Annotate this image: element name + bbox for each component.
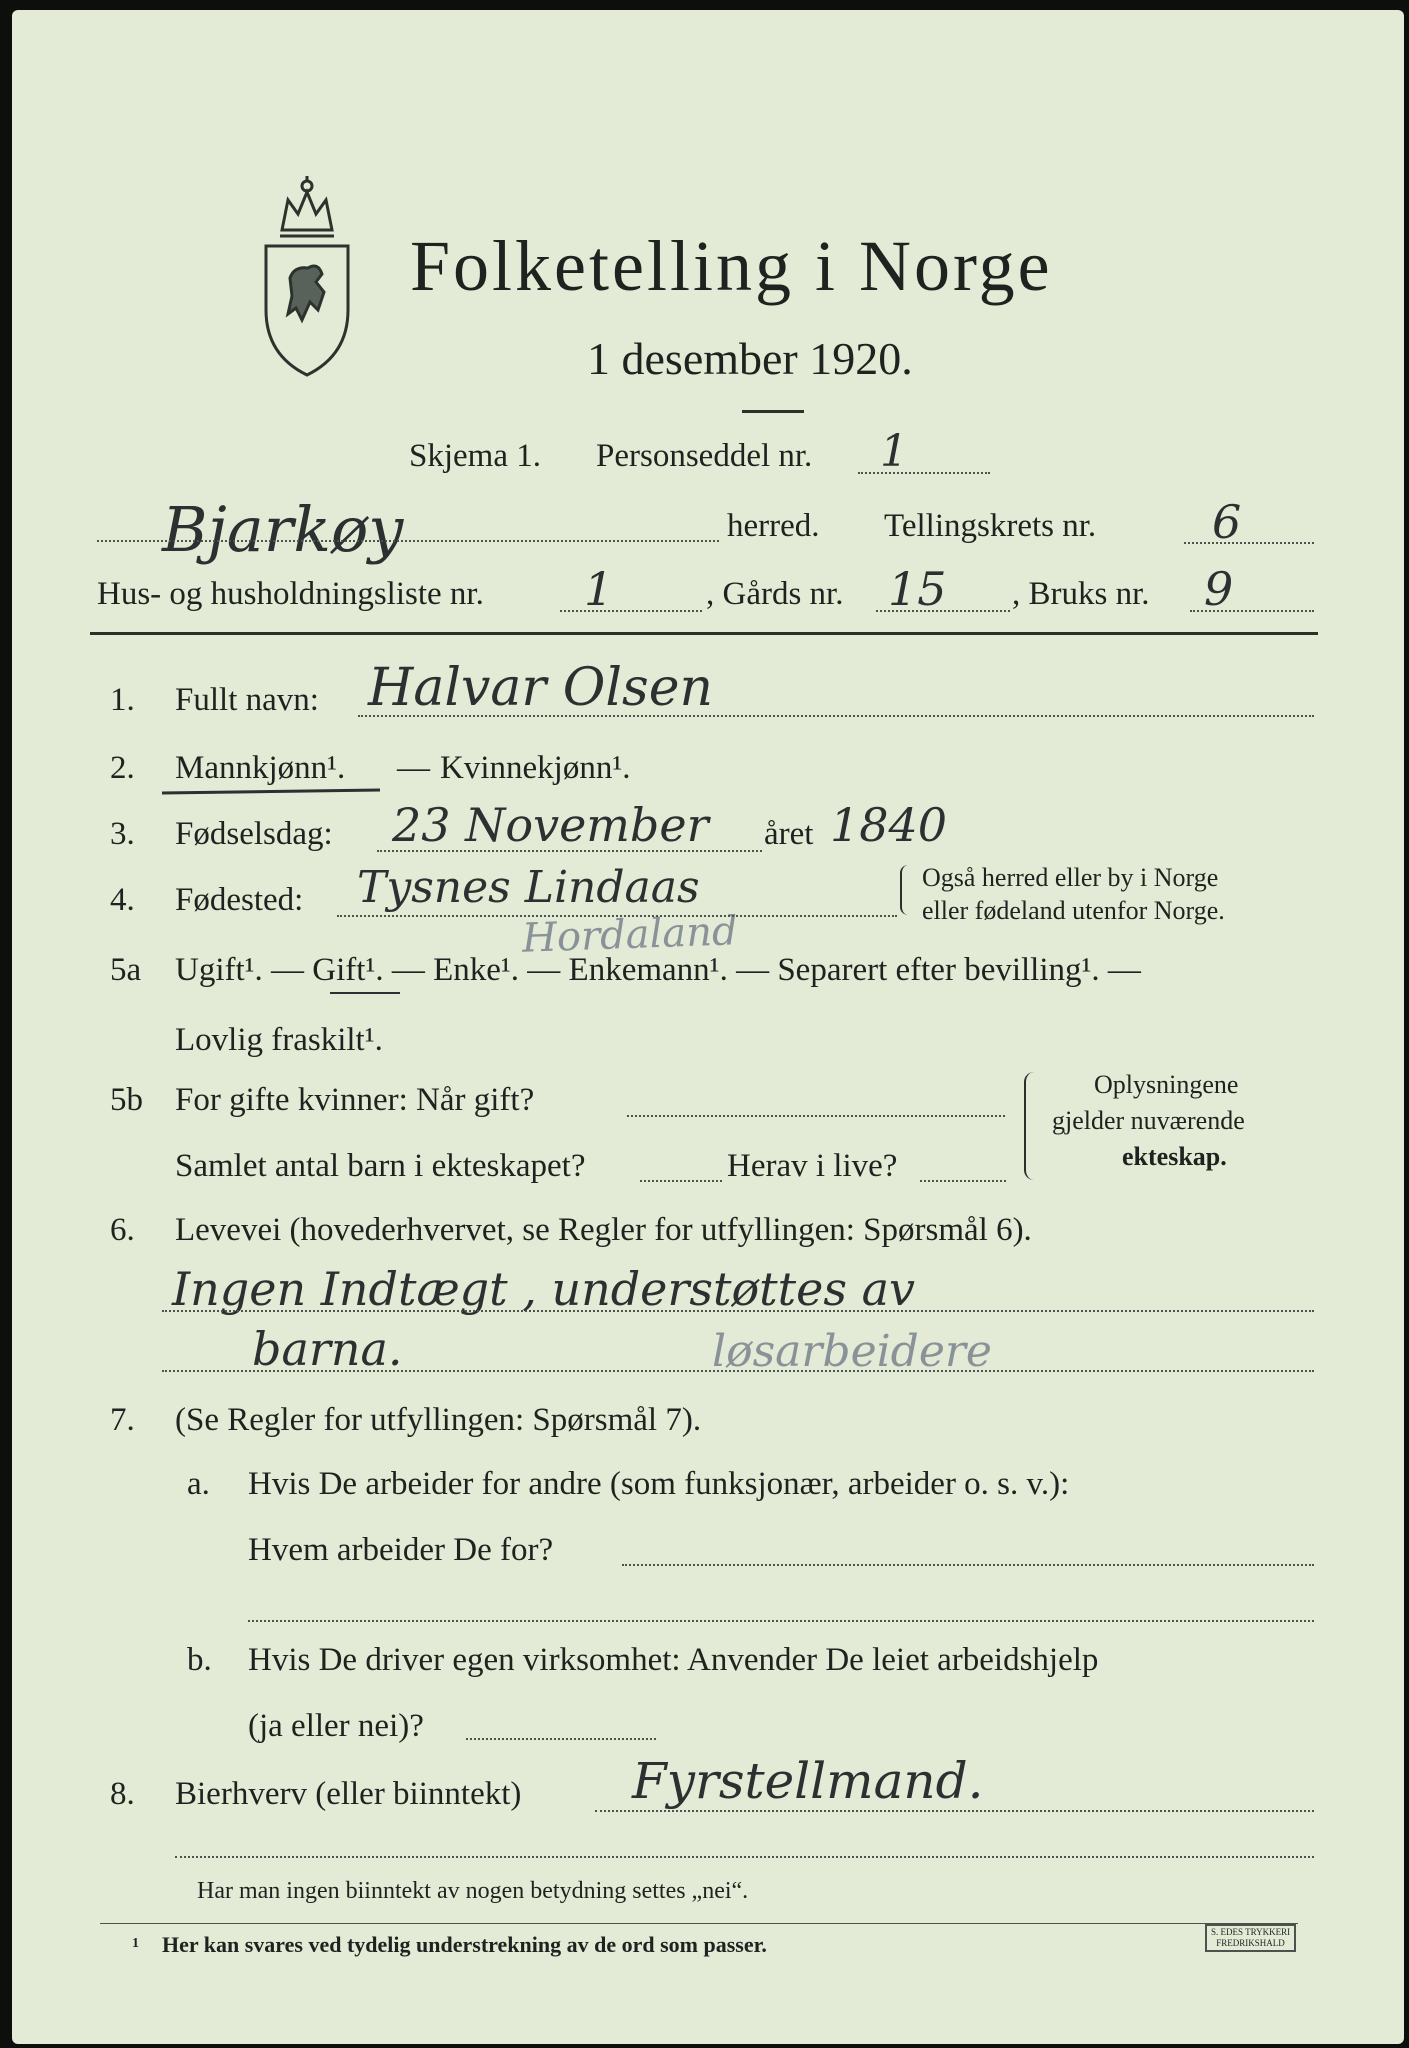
q1-label: Fullt navn:: [175, 682, 319, 718]
q8-note: Har man ingen biinntekt av nogen betydning settes „nei“.: [197, 1878, 749, 1904]
title-divider: [742, 410, 804, 413]
q2-male-option: Mannkjønn¹.: [175, 750, 346, 786]
coat-of-arms-icon: [252, 170, 362, 380]
q7-number: 7.: [110, 1402, 135, 1438]
q1-value: Halvar Olsen: [368, 658, 713, 718]
q3-year-value: 1840: [830, 798, 948, 852]
gaards-value: 15: [888, 562, 947, 616]
herred-value: Bjarkøy: [162, 493, 404, 566]
q8-number: 8.: [110, 1776, 135, 1812]
printer-stamp-line2: FREDRIKSHALD: [1216, 1938, 1285, 1948]
q7a-question: Hvis De arbeider for andre (som funksjonær, arbeider o. s. v.):: [248, 1466, 1070, 1502]
footnote-marker: 1: [132, 1936, 139, 1951]
q2-female-option: Kvinnekjønn¹.: [440, 750, 631, 786]
tellingskrets-value: 6: [1212, 495, 1242, 549]
q5b-label-alive: Herav i live?: [727, 1148, 898, 1184]
q5b-label-children: Samlet antal barn i ekteskapet?: [175, 1148, 586, 1184]
q4-hint-line1: Også herred eller by i Norge: [922, 863, 1219, 892]
gaards-label: , Gårds nr.: [706, 576, 844, 612]
personseddel-label: Personseddel nr.: [596, 438, 813, 474]
census-date: 1 desember 1920.: [587, 333, 913, 384]
tellingskrets-label: Tellingskrets nr.: [884, 508, 1097, 544]
q5a-options: Ugift¹. — Gift¹. — Enke¹. — Enkemann¹. — Separert efter bevilling¹. —: [175, 952, 1141, 988]
q8-label: Bierhverv (eller biinntekt): [175, 1776, 522, 1812]
printer-stamp-line1: S. EDES TRYKKERI: [1211, 1927, 1291, 1937]
q5b-note-line3: ekteskap.: [1122, 1142, 1227, 1171]
q4-label: Fødested:: [175, 882, 304, 918]
q5a-number: 5a: [110, 952, 142, 988]
q6-value-line2: barna.: [252, 1322, 403, 1376]
printer-stamp: [1205, 1924, 1296, 1952]
q6-label: Levevei (hovederhvervet, se Regler for utfyllingen: Spørsmål 6).: [175, 1212, 1032, 1248]
q6-value-line1: Ingen Indtægt , understøttes av: [172, 1262, 916, 1316]
herred-label: herred.: [727, 508, 820, 544]
q4-value: Tysnes Lindaas: [357, 862, 700, 913]
q3-year-label: året: [764, 816, 814, 852]
q2-number: 2.: [110, 750, 135, 786]
q5b-note-line2: gjelder nuværende: [1052, 1106, 1245, 1135]
male-underline: [162, 788, 380, 794]
footnote-text: Her kan svares ved tydelig understrekning av de ord som passer.: [162, 1932, 767, 1957]
q5b-label-married: For gifte kvinner: Når gift?: [175, 1082, 535, 1118]
bruks-label: , Bruks nr.: [1012, 576, 1150, 612]
q4-value-annotation: Hordaland: [521, 908, 739, 962]
gift-underline: [330, 992, 400, 994]
q7a-employer-label: Hvem arbeider De for?: [248, 1532, 554, 1568]
q5b-number: 5b: [110, 1082, 143, 1118]
q3-value: 23 November: [392, 798, 709, 852]
q8-value: Fyrstellmand.: [632, 1752, 984, 1810]
q1-number: 1.: [110, 682, 135, 718]
q7-label: (Se Regler for utfyllingen: Spørsmål 7).: [175, 1402, 702, 1438]
q4-brace: [900, 865, 912, 915]
q6-value-annotation: løsarbeidere: [712, 1326, 992, 1377]
hus-label: Hus- og husholdningsliste nr.: [97, 576, 484, 612]
q3-number: 3.: [110, 816, 135, 852]
census-form-page: [12, 10, 1404, 2044]
q5a-options-line2: Lovlig fraskilt¹.: [175, 1022, 383, 1058]
skjema-label: Skjema 1.: [409, 438, 541, 474]
q7b-question: Hvis De driver egen virksomhet: Anvender De leiet arbeidshjelp: [248, 1642, 1099, 1678]
q2-separator: —: [397, 750, 430, 786]
q6-number: 6.: [110, 1212, 135, 1248]
hus-value: 1: [584, 562, 614, 616]
personseddel-value: 1: [880, 426, 908, 477]
q4-number: 4.: [110, 882, 135, 918]
q5b-brace: [1024, 1072, 1038, 1180]
header-rule: [90, 632, 1318, 635]
form-title: Folketelling i Norge: [410, 226, 1053, 306]
footnote-divider: [100, 1923, 1298, 1924]
q4-hint-line2: eller fødeland utenfor Norge.: [922, 896, 1225, 925]
q5b-note-line1: Oplysningene: [1094, 1070, 1239, 1099]
q7b-letter: b.: [187, 1642, 212, 1678]
q7b-answer-label: (ja eller nei)?: [248, 1708, 424, 1744]
bruks-value: 9: [1204, 562, 1234, 616]
q7a-letter: a.: [187, 1466, 210, 1502]
q3-label: Fødselsdag:: [175, 816, 333, 852]
